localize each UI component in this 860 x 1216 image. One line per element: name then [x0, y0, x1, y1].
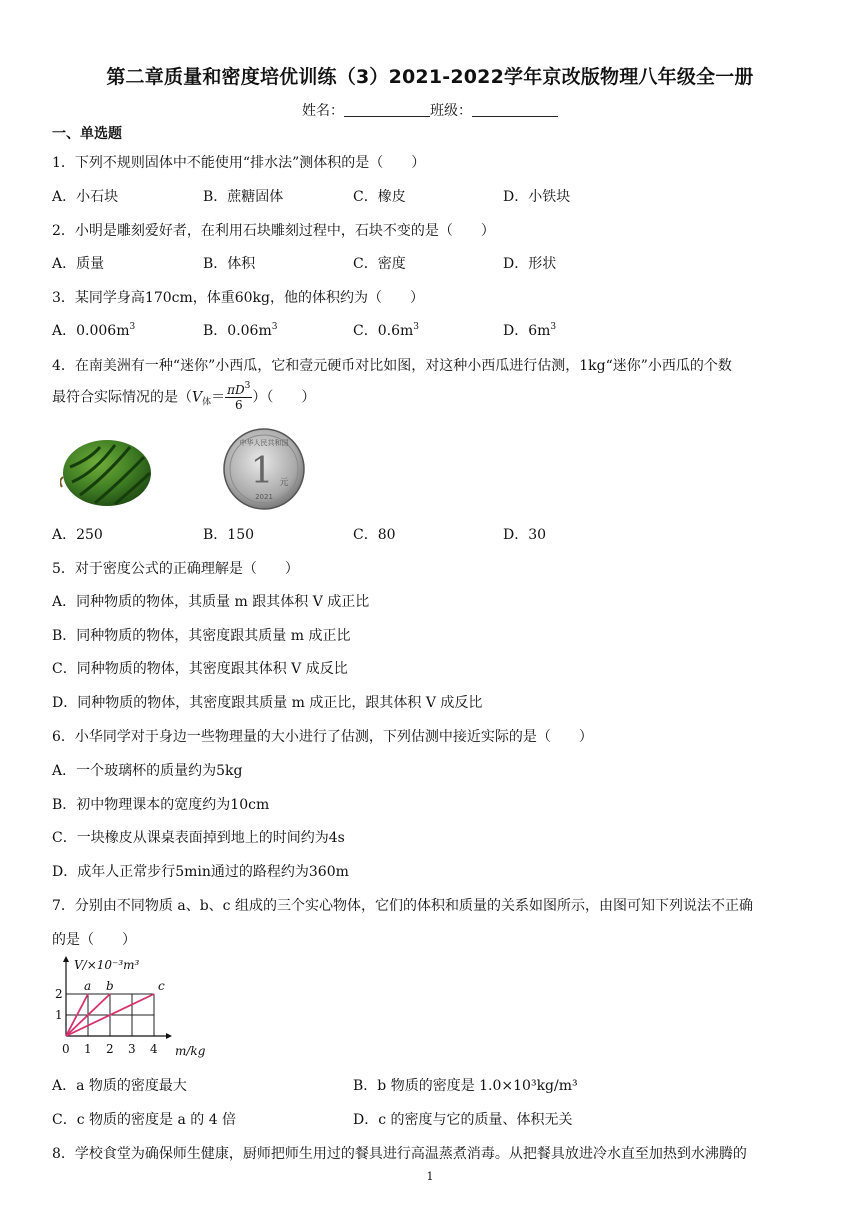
q1-stem: 1．下列不规则固体中不能使用“排水法”测体积的是（ ） — [52, 155, 426, 171]
q3-option-d — [503, 320, 556, 340]
q2-stem: 2．小明是雕刻爱好者，在利用石块雕刻过程中，石块不变的是（ ） — [52, 223, 495, 239]
q4-stem-pre: 最符合实际情况的是（ — [52, 389, 192, 406]
formula-denominator: 6 — [234, 398, 243, 412]
chart-y-axis-label: V/×10⁻³m³ — [74, 958, 140, 972]
q5-option-a: A．同种物质的物体，其质量 m 跟其体积 V 成正比 — [52, 594, 370, 610]
q4-option-a: A．250 — [52, 527, 103, 543]
y-tick-label: 1 — [55, 1008, 63, 1022]
q6-stem: 6．小华同学对于身边一些物理量的大小进行了估测，下列估测中接近实际的是（ ） — [52, 729, 593, 745]
q4-option-d: D．30 — [503, 527, 547, 543]
formula-num-exp: 3 — [244, 381, 251, 391]
x-tick-label: 3 — [128, 1042, 136, 1056]
q3-option-b-exp: 3 — [271, 322, 278, 332]
q4-option-b: B．150 — [203, 527, 255, 543]
q1-option-b: B．蔗糖固体 — [203, 189, 284, 205]
formula-numerator — [225, 383, 252, 398]
coin-value: 1 — [250, 451, 274, 492]
q5-stem: 5．对于密度公式的正确理解是（ ） — [52, 561, 299, 577]
q3-option-a-text: A．0.006m — [52, 323, 130, 339]
class-label: 班级： — [430, 103, 472, 119]
page-title: 第二章质量和密度培优训练（3）2021-2022学年京改版物理八年级全一册 — [106, 66, 754, 88]
formula-v: V — [192, 389, 203, 406]
q7-stem-line1: 7．分别由不同物质 a、b、c 组成的三个实心物体，它们的体积和质量的关系如图所示，由图可知下列说法不正确 — [52, 898, 753, 914]
class-blank[interactable] — [472, 102, 558, 117]
q3-option-d-exp: 3 — [550, 322, 557, 332]
page-number: 1 — [426, 1170, 434, 1183]
coin-unit: 元 — [279, 478, 289, 488]
q3-option-b-text: B．0.06m — [203, 323, 272, 339]
q2-option-a: A．质量 — [52, 256, 105, 272]
q3-option-c-exp: 3 — [413, 322, 419, 332]
x-tick-label: 4 — [150, 1042, 158, 1056]
series-label-b: b — [106, 979, 114, 993]
y-tick-label: 2 — [55, 987, 63, 1001]
q2-option-b: B．体积 — [203, 256, 256, 272]
q3-option-c — [353, 320, 419, 340]
formula-v-sub: 体 — [202, 397, 212, 408]
q7-option-a: A．a 物质的密度最大 — [52, 1078, 187, 1094]
x-axis-arrow — [166, 1033, 172, 1039]
q2-option-d: D．形状 — [503, 256, 557, 272]
q7-stem-line2: 的是（ ） — [52, 932, 136, 948]
series-label-c: c — [158, 979, 165, 993]
name-class-row — [0, 100, 860, 120]
formula-eq: ＝ — [211, 389, 226, 406]
formula-num-text: πD — [227, 383, 245, 397]
q1-option-d: D．小铁块 — [503, 189, 571, 205]
watermelon-image — [60, 437, 154, 507]
q3-stem: 3．某同学身高170cm，体重60kg，他的体积约为（ ） — [52, 290, 425, 306]
x-tick-label: 1 — [84, 1042, 92, 1056]
q3-option-b — [203, 320, 277, 340]
q5-option-b: B．同种物质的物体，其密度跟其质量 m 成正比 — [52, 628, 351, 644]
q4-option-c: C．80 — [353, 527, 396, 543]
q7-option-d: D．c 的密度与它的质量、体积无关 — [353, 1112, 573, 1128]
y-axis-arrow — [63, 956, 69, 962]
q8-stem: 8．学校食堂为确保师生健康，厨师把师生用过的餐具进行高温蒸煮消毒。从把餐具放进冷水直至加热到水沸腾的 — [52, 1146, 747, 1162]
x-tick-label: 0 — [62, 1042, 70, 1056]
q4-stem-line2 — [52, 383, 315, 412]
series-label-a: a — [84, 979, 92, 993]
formula-fraction — [225, 383, 252, 412]
q5-option-d: D．同种物质的物体，其密度跟其质量 m 成正比，跟其体积 V 成反比 — [52, 695, 483, 711]
volume-formula — [192, 383, 252, 412]
q3-option-d-text: D．6m — [503, 323, 551, 339]
section-heading: 一、单选题 — [52, 126, 122, 142]
q1-option-a: A．小石块 — [52, 189, 119, 205]
q6-option-d: D．成年人正常步行5min通过的路程约为360m — [52, 864, 349, 880]
coin-year: 2021 — [255, 493, 273, 501]
q6-option-b: B．初中物理课本的宽度约为10cm — [52, 797, 270, 813]
coin-text: 中华人民共和国 — [239, 439, 289, 447]
q5-option-c: C．同种物质的物体，其密度跟其体积 V 成反比 — [52, 661, 348, 677]
q1-option-c: C．橡皮 — [353, 189, 406, 205]
q4-stem-line1: 4．在南美洲有一种“迷你”小西瓜，它和壹元硬币对比如图，对这种小西瓜进行估测，1kg“迷你”小西瓜的个数 — [52, 358, 732, 374]
q7-option-b: B．b 物质的密度是 1.0×10³kg/m³ — [353, 1078, 578, 1094]
q6-option-c: C．一块橡皮从课桌表面掉到地上的时间约为4s — [52, 830, 345, 846]
x-tick-label: 2 — [106, 1042, 114, 1056]
name-label: 姓名： — [302, 103, 344, 119]
name-blank[interactable] — [344, 102, 430, 117]
one-yuan-coin-image — [222, 427, 306, 511]
q6-option-a: A．一个玻璃杯的质量约为5kg — [52, 763, 243, 779]
volume-mass-chart — [52, 952, 222, 1062]
q4-stem-post: ）（ ） — [252, 389, 316, 406]
q2-option-c: C．密度 — [353, 256, 406, 272]
q3-option-a-exp: 3 — [129, 322, 136, 332]
chart-series — [66, 979, 165, 1036]
q3-option-c-text: C．0.6m — [353, 323, 414, 339]
q3-option-a — [52, 320, 135, 340]
q7-option-c: C．c 物质的密度是 a 的 4 倍 — [52, 1112, 237, 1128]
chart-x-axis-label: m/kg — [175, 1044, 206, 1058]
